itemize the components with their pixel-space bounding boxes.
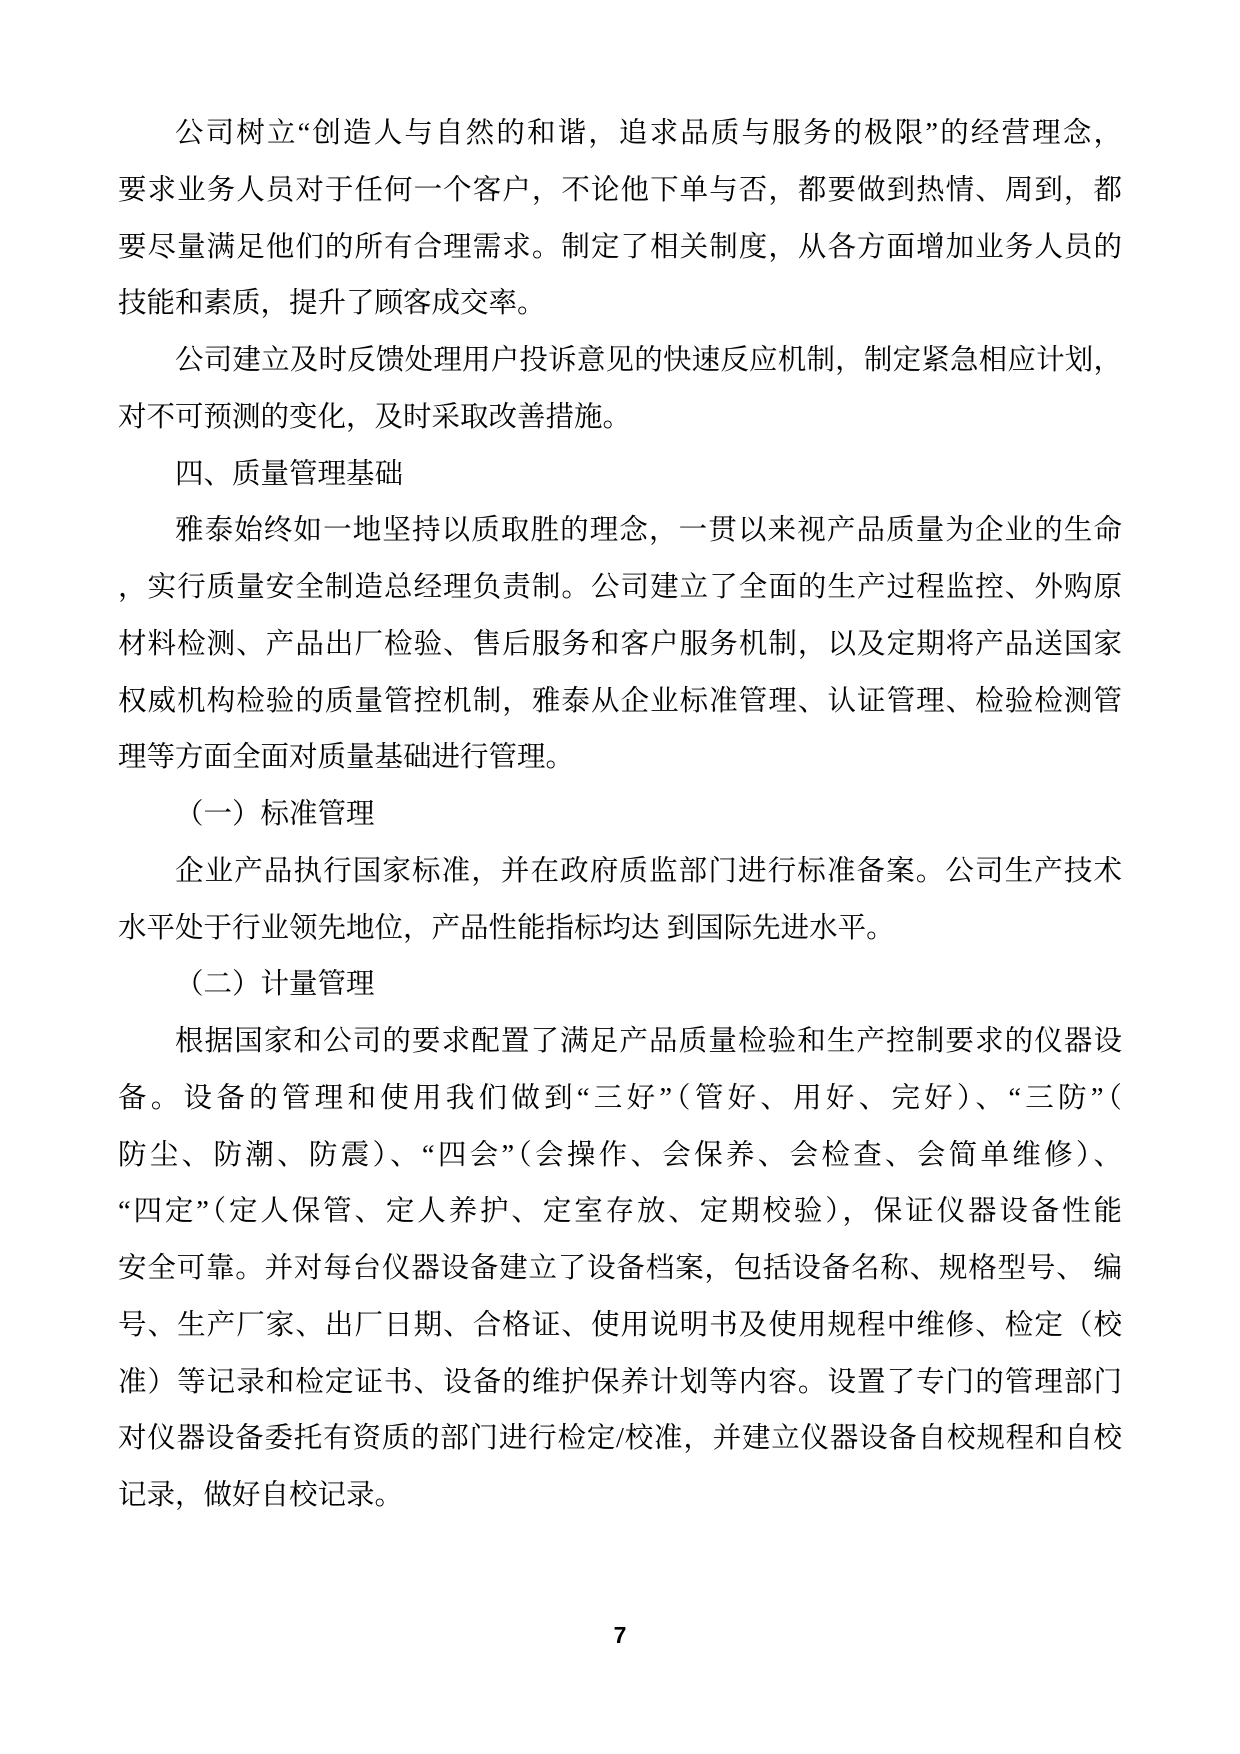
- text-line: 理等方面全面对质量基础进行管理。: [118, 742, 575, 774]
- section-heading: 四、质量管理基础: [175, 458, 404, 490]
- text-line: ，实行质量安全制造总经理负责制。公司建立了全面的生产过程监控、外购原: [118, 572, 1122, 603]
- text-line: 准）等记录和检定证书、设备的维护保养计划等内容。设置了专门的管理部门: [118, 1366, 1122, 1398]
- text-line: 对不可预测的变化，及时采取改善措施。: [118, 401, 632, 433]
- text-line: 水平处于行业领先地位，产品性能指标均达 到国际先进水平。: [118, 912, 895, 944]
- text-line: 权威机构检验的质量管控机制，雅泰从企业标准管理、认证管理、检验检测管: [118, 685, 1122, 717]
- text-line: 根据国家和公司的要求配置了满足产品质量检验和生产控制要求的仪器设: [175, 1026, 1122, 1057]
- section-heading: （一）标准管理: [175, 799, 375, 830]
- text-line: 公司建立及时反馈处理用户投诉意见的快速反应机制，制定紧急相应计划，: [175, 345, 1122, 376]
- text-line: 雅泰始终如一地坚持以质取胜的理念，一贯以来视产品质量为企业的生命: [175, 515, 1122, 547]
- text-line: 要尽量满足他们的所有合理需求。制定了相关制度，从各方面增加业务人员的: [118, 231, 1122, 263]
- text-line: 要求业务人员对于任何一个客户，不论他下单与否，都要做到热情、周到，都: [118, 174, 1122, 206]
- text-line: 对仪器设备委托有资质的部门进行检定/校准，并建立仪器设备自校规程和自校: [118, 1423, 1122, 1455]
- text-line: 材料检测、产品出厂检验、售后服务和客户服务机制，以及定期将产品送国家: [118, 628, 1122, 660]
- text-line: 公司树立“创造人与自然的和谐，追求品质与服务的极限”的经营理念，: [175, 118, 1122, 149]
- document-body: [118, 106, 1122, 1525]
- text-line: 技能和素质，提升了顾客成交率。: [118, 288, 546, 320]
- section-heading: （二）计量管理: [175, 969, 375, 1001]
- text-line: 备。设备的管理和使用我们做到“三好”（管好、用好、完好）、“三防”（: [118, 1082, 1122, 1114]
- text-line: 号、生产厂家、出厂日期、合格证、使用说明书及使用规程中维修、检定（校: [118, 1309, 1122, 1341]
- text-line: 安全可靠。并对每台仪器设备建立了设备档案，包括设备名称、规格型号、 编: [118, 1253, 1122, 1284]
- text-line: 记录，做好自校记录。: [118, 1480, 404, 1511]
- text-line: “四定”（定人保管、定人养护、定室存放、定期校验），保证仪器设备性能: [118, 1196, 1122, 1228]
- page-number: 7: [613, 1622, 627, 1648]
- text-line: 企业产品执行国家标准，并在政府质监部门进行标准备案。公司生产技术: [175, 855, 1122, 887]
- text-line: 防尘、防潮、防震）、“四会”（会操作、会保养、会检查、会简单维修）、: [118, 1139, 1122, 1171]
